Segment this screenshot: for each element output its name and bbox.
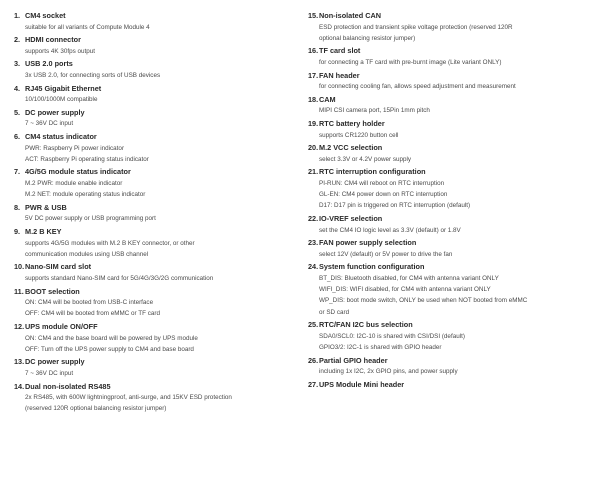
feature-item <box>308 237 594 261</box>
feature-description: OFF: CM4 will be booted from eMMC or TF card <box>25 310 160 318</box>
feature-title-text: RTC/FAN I2C bus selection <box>319 320 413 330</box>
feature-description: MIPI CSI camera port, 15Pin 1mm pitch <box>319 107 430 115</box>
feature-number: 12. <box>14 322 25 332</box>
feature-description: 7 ~ 36V DC input <box>25 369 74 377</box>
feature-title-text: Non-isolated CAN <box>319 11 382 20</box>
feature-item <box>14 226 292 261</box>
feature-description: supports 4G/5G modules with M.2 B KEY connector, or other <box>25 239 195 247</box>
feature-title-text: UPS Module Mini header <box>319 379 405 389</box>
feature-title <box>308 213 594 225</box>
feature-title-text: M.2 B KEY <box>25 227 62 237</box>
feature-description: M.2 PWR: module enable indicator <box>25 179 123 187</box>
feature-title <box>14 10 292 22</box>
feature-title-text: 4G/5G module status indicator <box>25 167 131 177</box>
feature-number: 15. <box>308 11 319 20</box>
feature-item <box>14 107 292 131</box>
feature-description: 5V DC power supply or USB programming port <box>25 215 156 223</box>
feature-description: suitable for all variants of Compute Module 4 <box>25 23 150 31</box>
feature-number: 9. <box>14 227 21 237</box>
feature-description: for connecting cooling fan, allows speed adjustment and measurement <box>319 83 516 91</box>
feature-description: SDA0/SCL0: I2C-10 is shared with CSI/DSI (default) <box>319 332 465 340</box>
feature-title-text: DC power supply <box>25 107 85 117</box>
feature-description: OFF: Turn off the UPS power supply to CM4 and base board <box>25 345 194 353</box>
feature-description: GPIO3/2: I2C-1 is shared with GPIO header <box>319 343 442 351</box>
feature-title-text: RJ45 Gigabit Ethernet <box>25 83 102 93</box>
feature-number: 25. <box>308 320 319 330</box>
feature-title <box>308 45 594 57</box>
feature-title <box>14 321 292 333</box>
feature-number: 16. <box>308 46 319 56</box>
feature-title <box>308 94 594 106</box>
feature-title-text: Partial GPIO header <box>319 355 388 365</box>
feature-title-text: CM4 socket <box>25 11 66 20</box>
feature-item <box>14 381 292 416</box>
feature-number: 14. <box>14 381 25 391</box>
right-column <box>308 10 594 392</box>
feature-title <box>14 356 292 368</box>
feature-number: 4. <box>14 83 21 93</box>
feature-number: 10. <box>14 262 25 272</box>
feature-description: PWR: Raspberry Pi power indicator <box>25 144 125 152</box>
feature-number: 3. <box>14 59 21 69</box>
feature-title-text: Nano-SIM card slot <box>25 262 92 272</box>
feature-title-text: RTC battery holder <box>319 119 385 129</box>
feature-title <box>308 142 594 154</box>
feature-number: 19. <box>308 119 319 129</box>
feature-title <box>14 261 292 273</box>
feature-title-text: System function configuration <box>319 262 425 272</box>
feature-title <box>308 10 594 22</box>
feature-description: ON: CM4 and the base board will be powered by UPS module <box>25 334 198 342</box>
feature-number: 23. <box>308 238 319 248</box>
feature-number: 24. <box>308 262 319 272</box>
feature-title <box>14 286 292 298</box>
feature-number: 8. <box>14 202 21 212</box>
feature-number: 11. <box>14 286 24 296</box>
feature-item <box>14 321 292 356</box>
feature-description: 3x USB 2.0, for connecting sorts of USB devices <box>25 71 161 79</box>
feature-item <box>308 213 594 237</box>
feature-item <box>14 83 292 107</box>
feature-title <box>14 226 292 238</box>
feature-title <box>308 118 594 130</box>
feature-title-text: CM4 status indicator <box>25 132 97 142</box>
feature-description: PI-RUN: CM4 will reboot on RTC interruption <box>319 179 445 187</box>
feature-item <box>308 94 594 118</box>
feature-title-text: USB 2.0 ports <box>25 59 73 69</box>
feature-title <box>308 166 594 178</box>
feature-description: for connecting a TF card with pre-burnt image (Lite variant ONLY) <box>319 58 502 66</box>
feature-title <box>14 107 292 119</box>
feature-number: 2. <box>14 35 21 45</box>
feature-description: communication modules using USB channel <box>25 250 149 258</box>
feature-item <box>14 202 292 226</box>
feature-title <box>14 34 292 46</box>
feature-title <box>308 70 594 82</box>
feature-item <box>308 379 594 392</box>
feature-number: 5. <box>14 107 21 117</box>
feature-description: supports standard Nano-SIM card for 5G/4G/3G/2G communication <box>25 274 214 282</box>
feature-item <box>14 58 292 82</box>
feature-description: ESD protection and transient spike voltage protection (reserved 120R <box>319 23 513 31</box>
feature-item <box>308 10 594 45</box>
feature-title <box>308 319 594 331</box>
feature-description: BT_DIS: Bluetooth disabled, for CM4 with antenna variant ONLY <box>319 274 499 282</box>
feature-number: 20. <box>308 143 319 153</box>
feature-item <box>308 261 594 319</box>
feature-description: 2x RS485, with 600W lightningproof, anti-surge, and 15KV ESD protection <box>25 394 232 402</box>
feature-title-text: UPS module ON/OFF <box>25 322 98 332</box>
feature-title <box>14 381 292 393</box>
feature-number: 22. <box>308 214 319 224</box>
feature-item <box>14 356 292 380</box>
feature-item <box>308 70 594 94</box>
feature-title <box>14 83 292 95</box>
feature-item <box>14 286 292 321</box>
feature-description: WP_DIS: boot mode switch, ONLY be used when NOT booted from eMMC <box>319 297 528 305</box>
feature-number: 21. <box>308 167 319 177</box>
feature-item <box>14 34 292 58</box>
feature-title-text: FAN power supply selection <box>319 238 417 248</box>
feature-number: 13. <box>14 357 25 367</box>
feature-item <box>14 261 292 285</box>
feature-title <box>308 355 594 367</box>
feature-number: 26. <box>308 355 319 365</box>
feature-description: optional balancing resistor jumper) <box>319 34 416 42</box>
feature-title <box>308 237 594 249</box>
feature-title <box>14 202 292 214</box>
feature-number: 18. <box>308 94 319 104</box>
feature-title-text: CAM <box>319 94 336 104</box>
feature-description: GL-EN: CM4 power down on RTC interruption <box>319 191 448 199</box>
feature-description: 10/100/1000M compatible <box>25 96 98 104</box>
feature-number: 17. <box>308 70 319 80</box>
feature-title-text: BOOT selection <box>25 286 80 296</box>
feature-item <box>308 166 594 213</box>
feature-item <box>308 118 594 142</box>
feature-description: 7 ~ 36V DC input <box>25 120 74 128</box>
feature-title-text: RTC interruption configuration <box>319 167 426 177</box>
feature-title-text: M.2 VCC selection <box>319 143 383 153</box>
feature-description: (reserved 120R optional balancing resistor jumper) <box>25 405 167 413</box>
feature-description: including 1x I2C, 2x GPIO pins, and power supply <box>319 368 458 376</box>
feature-title <box>14 131 292 143</box>
feature-item <box>308 45 594 69</box>
feature-title-text: IO-VREF selection <box>319 214 383 224</box>
feature-item <box>14 10 292 34</box>
feature-title-text: PWR & USB <box>25 202 67 212</box>
feature-item <box>14 166 292 201</box>
feature-description: supports 4K 30fps output <box>25 47 96 55</box>
feature-description: supports CR1220 button cell <box>319 131 399 139</box>
feature-description: select 12V (default) or 5V power to drive the fan <box>319 250 453 258</box>
feature-title-text: DC power supply <box>25 357 85 367</box>
feature-description: set the CM4 IO logic level as 3.3V (default) or 1.8V <box>319 226 461 234</box>
feature-title-text: TF card slot <box>319 46 361 56</box>
feature-item <box>14 131 292 166</box>
feature-title-text: Dual non-isolated RS485 <box>25 381 111 391</box>
feature-item <box>308 142 594 166</box>
feature-description: select 3.3V or 4.2V power supply <box>319 155 412 163</box>
feature-description: or SD card <box>319 308 350 316</box>
feature-title <box>308 261 594 273</box>
feature-title <box>14 58 292 70</box>
feature-description: D17: D17 pin is triggered on RTC interruption (default) <box>319 202 471 210</box>
feature-title-text: FAN header <box>319 70 360 80</box>
feature-number: 1. <box>14 11 21 20</box>
feature-number: 27. <box>308 379 319 389</box>
feature-title <box>14 166 292 178</box>
feature-description: WIFI_DIS: WIFI disabled, for CM4 with antenna variant ONLY <box>319 286 491 294</box>
left-column <box>14 10 292 416</box>
feature-description: M.2 NET: module operating status indicator <box>25 191 146 199</box>
feature-title <box>308 379 594 391</box>
feature-description: ACT: Raspberry Pi operating status indicator <box>25 155 149 163</box>
feature-item <box>308 319 594 354</box>
feature-title-text: HDMI connector <box>25 35 81 45</box>
feature-number: 7. <box>14 167 21 177</box>
feature-item <box>308 355 594 379</box>
feature-description: ON: CM4 will be booted from USB-C interface <box>25 299 154 307</box>
feature-number: 6. <box>14 132 21 142</box>
